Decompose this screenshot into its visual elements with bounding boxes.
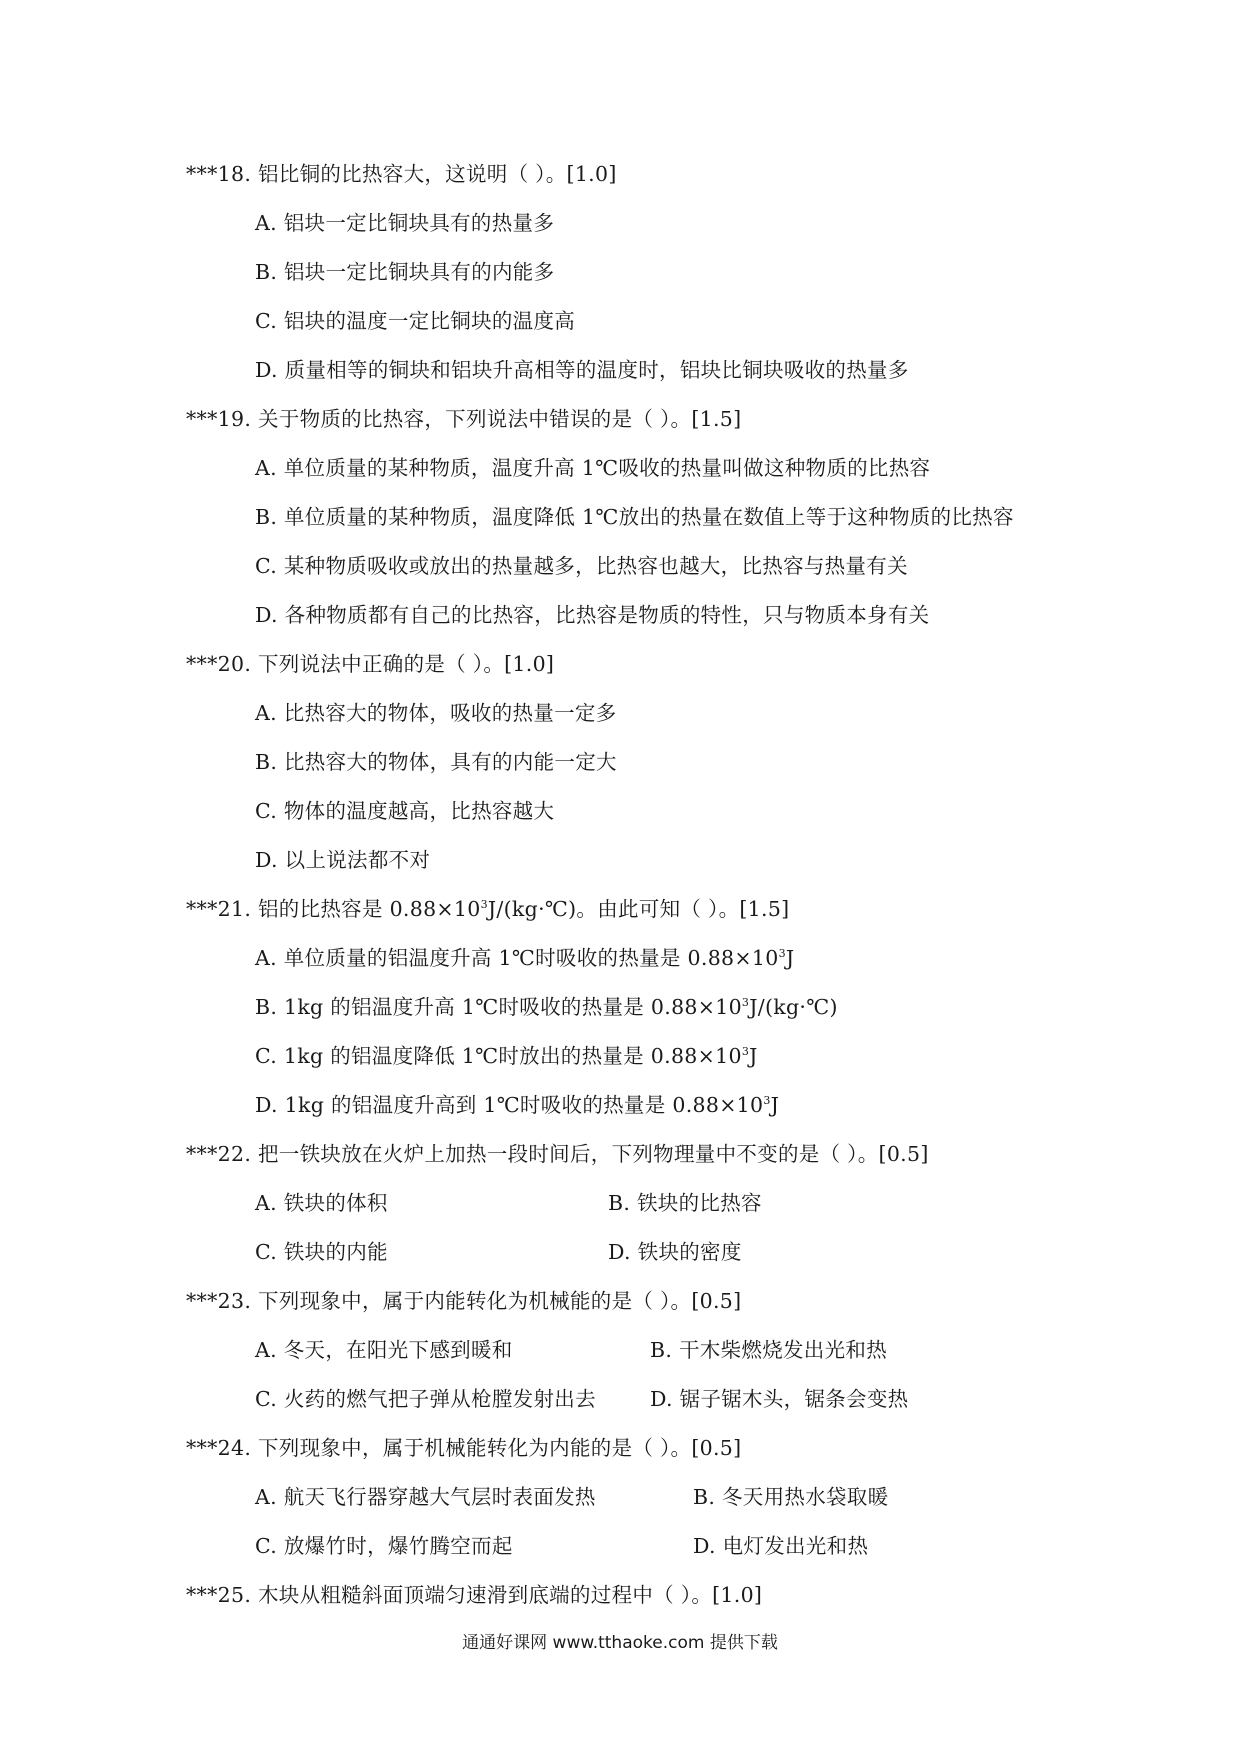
question-21-option-a-part1: A. 单位质量的铝温度升高 1℃时吸收的热量是 0.88×10	[255, 946, 779, 970]
question-22-option-d: D. 铁块的密度	[608, 1240, 742, 1264]
page-footer: 通通好课网 www.tthaoke.com 提供下载	[462, 1633, 778, 1653]
question-19-option-c: C. 某种物质吸收或放出的热量越多，比热容也越大，比热容与热量有关	[255, 554, 908, 578]
question-21-option-a-exponent: 3	[778, 947, 786, 960]
question-21-option-d-part1: D. 1kg 的铝温度升高到 1℃时吸收的热量是 0.88×10	[255, 1093, 764, 1117]
question-18-option-b: B. 铝块一定比铜块具有的内能多	[255, 260, 555, 284]
question-21-stem-part1: ***21. 铝的比热容是 0.88×10	[186, 897, 481, 921]
question-22-option-b: B. 铁块的比热容	[608, 1191, 762, 1215]
question-23-option-c: C. 火药的燃气把子弹从枪膛发射出去	[255, 1387, 596, 1411]
question-23-stem: ***23. 下列现象中，属于内能转化为机械能的是（ ）。[0.5]	[186, 1289, 742, 1313]
question-21-option-d-exponent: 3	[763, 1094, 771, 1107]
question-22-option-a: A. 铁块的体积	[255, 1191, 388, 1215]
question-22-option-c: C. 铁块的内能	[255, 1240, 388, 1264]
question-24-option-c: C. 放爆竹时，爆竹腾空而起	[255, 1534, 513, 1558]
question-21-option-b-exponent: 3	[741, 996, 750, 1009]
question-21-option-c-exponent: 3	[741, 1045, 750, 1058]
question-18-option-d: D. 质量相等的铜块和铝块升高相等的温度时，铝块比铜块吸收的热量多	[255, 358, 909, 382]
question-23-option-a: A. 冬天，在阳光下感到暖和	[255, 1338, 513, 1362]
question-21-option-d-unit: J	[770, 1093, 780, 1117]
question-22-stem: ***22. 把一铁块放在火炉上加热一段时间后，下列物理量中不变的是（ ）。[0.5]	[186, 1142, 929, 1166]
question-21-stem-exponent: 3	[480, 898, 488, 911]
question-21-option-b	[255, 993, 838, 1021]
question-21-option-d	[255, 1091, 779, 1119]
question-21-option-c	[255, 1042, 758, 1070]
question-18-stem: ***18. 铝比铜的比热容大，这说明（ ）。[1.0]	[186, 162, 617, 186]
question-19-stem: ***19. 关于物质的比热容，下列说法中错误的是（ ）。[1.5]	[186, 407, 742, 431]
question-18-option-c: C. 铝块的温度一定比铜块的温度高	[255, 309, 576, 333]
question-23-option-b: B. 干木柴燃烧发出光和热	[650, 1338, 887, 1362]
question-24-option-d: D. 电灯发出光和热	[693, 1534, 869, 1558]
question-19-option-a: A. 单位质量的某种物质，温度升高 1℃吸收的热量叫做这种物质的比热容	[255, 456, 931, 480]
question-21-stem	[186, 895, 789, 923]
question-20-option-c: C. 物体的温度越高，比热容越大	[255, 799, 555, 823]
question-21-option-c-unit: J	[749, 1044, 758, 1068]
question-19-option-b: B. 单位质量的某种物质，温度降低 1℃放出的热量在数值上等于这种物质的比热容	[255, 505, 1014, 529]
question-20-option-d: D. 以上说法都不对	[255, 848, 431, 872]
question-24-option-b: B. 冬天用热水袋取暖	[693, 1485, 889, 1509]
question-21-option-b-unit: J/(kg·℃)	[749, 995, 838, 1019]
question-21-option-a	[255, 944, 794, 972]
question-25-stem: ***25. 木块从粗糙斜面顶端匀速滑到底端的过程中（ ）。[1.0]	[186, 1583, 763, 1607]
question-20-stem: ***20. 下列说法中正确的是（ ）。[1.0]	[186, 652, 555, 676]
question-21-option-c-part1: C. 1kg 的铝温度降低 1℃时放出的热量是 0.88×10	[255, 1044, 742, 1068]
question-20-option-b: B. 比热容大的物体，具有的内能一定大	[255, 750, 617, 774]
question-21-stem-part2: J/(kg·℃)。由此可知（ ）。[1.5]	[487, 897, 790, 921]
question-21-option-b-part1: B. 1kg 的铝温度升高 1℃时吸收的热量是 0.88×10	[255, 995, 742, 1019]
question-21-option-a-unit: J	[785, 946, 795, 970]
question-20-option-a: A. 比热容大的物体，吸收的热量一定多	[255, 701, 617, 725]
question-18-option-a: A. 铝块一定比铜块具有的热量多	[255, 211, 555, 235]
question-23-option-d: D. 锯子锯木头，锯条会变热	[650, 1387, 909, 1411]
question-19-option-d: D. 各种物质都有自己的比热容，比热容是物质的特性，只与物质本身有关	[255, 603, 930, 627]
question-24-stem: ***24. 下列现象中，属于机械能转化为内能的是（ ）。[0.5]	[186, 1436, 742, 1460]
question-24-option-a: A. 航天飞行器穿越大气层时表面发热	[255, 1485, 596, 1509]
